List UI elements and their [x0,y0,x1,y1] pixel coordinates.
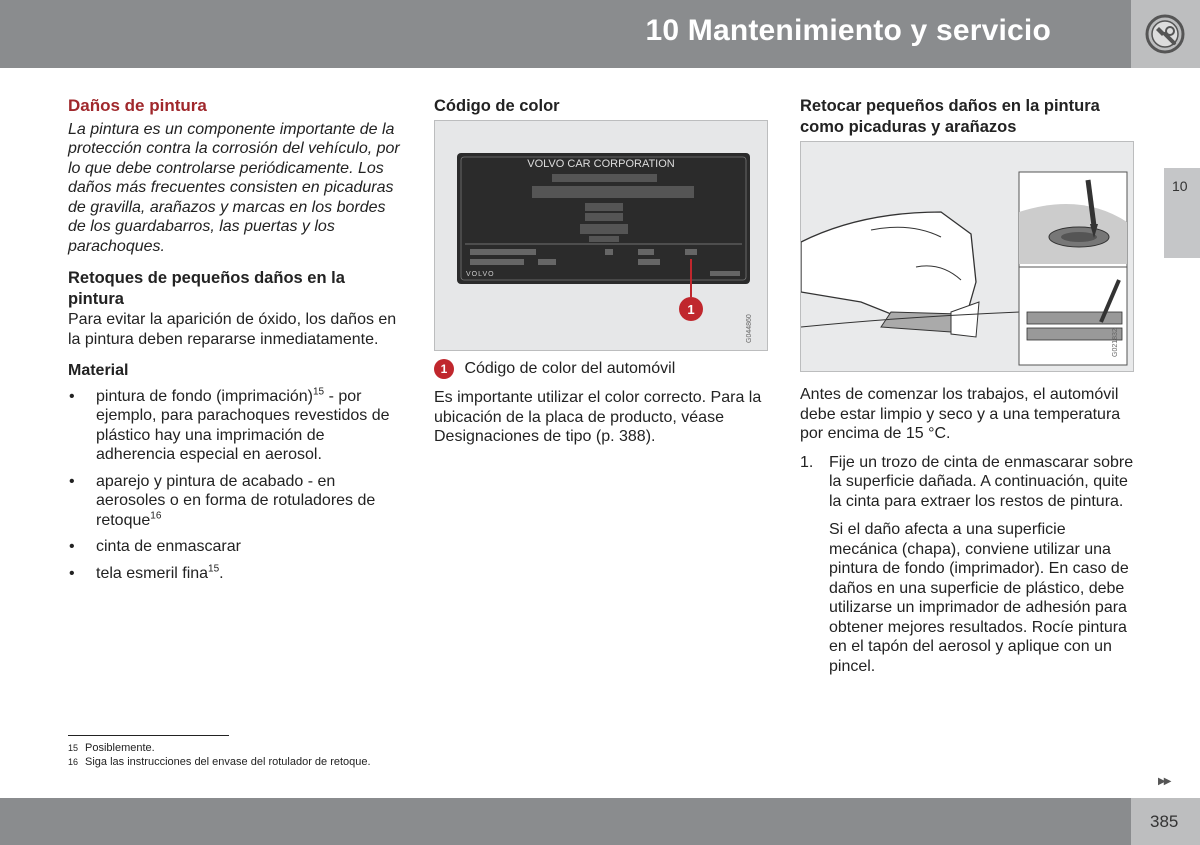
list-item [800,453,1134,677]
chapter-icon-box [1131,0,1200,68]
page-number: 385 [1150,812,1179,831]
list-item: • pintura de fondo (imprimación)$^{15}$ - por ejemplo, para parachoques revestidos de plástico hay una imprimación de adherencia especial en aerosol. [68,387,400,465]
color-code-caption-block [434,359,768,447]
section-title-touch-up: Retocar pequeños daños en la pintura como picaduras y arañazos [800,97,1100,136]
column-touch-up [800,96,1134,138]
color-code-plate-figure [434,120,768,351]
footnote: 15 Posiblemente. [68,742,155,754]
chapter-side-tab[interactable] [1164,168,1200,258]
footnote-divider [68,735,229,736]
plate-manufacturer-text: VOLVO CAR CORPORATION [527,158,675,170]
product-plate-illustration [435,121,767,350]
retouch-text: Para evitar la aparición de óxido, los daños en la pintura deben repararse inmediatamente. [68,311,397,348]
column-color-code [434,96,768,117]
list-item: • tela esmeril fina$^{15}$. [68,564,400,584]
list-item: • cinta de enmascarar [68,537,400,557]
double-chevron-right-icon[interactable]: ▶▶ [1158,776,1170,787]
step-note: Si el daño afecta a una superficie mecánica (chapa), conviene utilizar una pintura de fondo (imprimador). En caso de daños en una superficie de plástico, debe utilizarse un imprimador de adhesión para obtener mejores resultados. Rocíe pintura en el tapón del aerosol y aplique con un pincel. [829,521,1129,675]
callout-label: Código de color del automóvil [464,360,676,378]
touch-up-illustration [801,142,1133,371]
figure-code: G021832 [1112,328,1119,357]
section-title-paint-damage: Daños de pintura [68,96,207,115]
header-bar [0,0,1131,68]
callout-marker: 1 [434,359,454,379]
list-item: • aparejo y pintura de acabado - en aerosoles o en forma de rotuladores de retoque$^{16}$ [68,472,400,531]
material-list [68,387,400,584]
page-number-box [1131,798,1200,845]
touch-up-steps [800,453,1134,677]
touch-up-intro: Antes de comenzar los trabajos, el automóvil debe estar limpio y seco y a una temperatura por encima de 15 °C. [800,386,1121,442]
wrench-gear-icon [1131,0,1200,68]
footer-bar [0,798,1200,845]
subsection-title-retouch: Retoques de pequeños daños en la pintura [68,269,345,308]
touch-up-text-block [800,385,1134,676]
callout-legend [434,359,768,379]
figure-code: G044860 [746,314,753,343]
color-code-body: Es importante utilizar el color correcto. Para la ubicación de la placa de producto, véase Designaciones de tipo (p. 388). [434,389,762,445]
column-paint-damage [68,96,400,590]
footnotes [68,735,371,769]
chapter-title: 10 Mantenimiento y servicio [645,14,1051,47]
material-title: Material [68,362,129,379]
chapter-side-tab-label: 10 [1172,178,1188,194]
touch-up-figure [800,141,1134,372]
section-title-color-code: Código de color [434,97,560,115]
figure-callout-number: 1 [687,302,695,317]
step-number: 1. [800,453,814,471]
plate-logo: VOLVO [466,271,495,278]
step-text: Fije un trozo de cinta de enmascarar sobre la superficie dañada. A continuación, quite la cinta para extraer los restos de pintura. [829,453,1134,510]
paint-damage-intro: La pintura es un componente importante de la protección contra la corrosión del vehículo, por lo que debe controlarse periódicamente. Los daños más frecuentes consisten en picaduras de gravilla, arañazos y marcas en los bordes de los guardabarros, las puertas y los parachoques. [68,120,400,255]
footnote: 16 Siga las instrucciones del envase del rotulador de retoque. [68,756,371,768]
